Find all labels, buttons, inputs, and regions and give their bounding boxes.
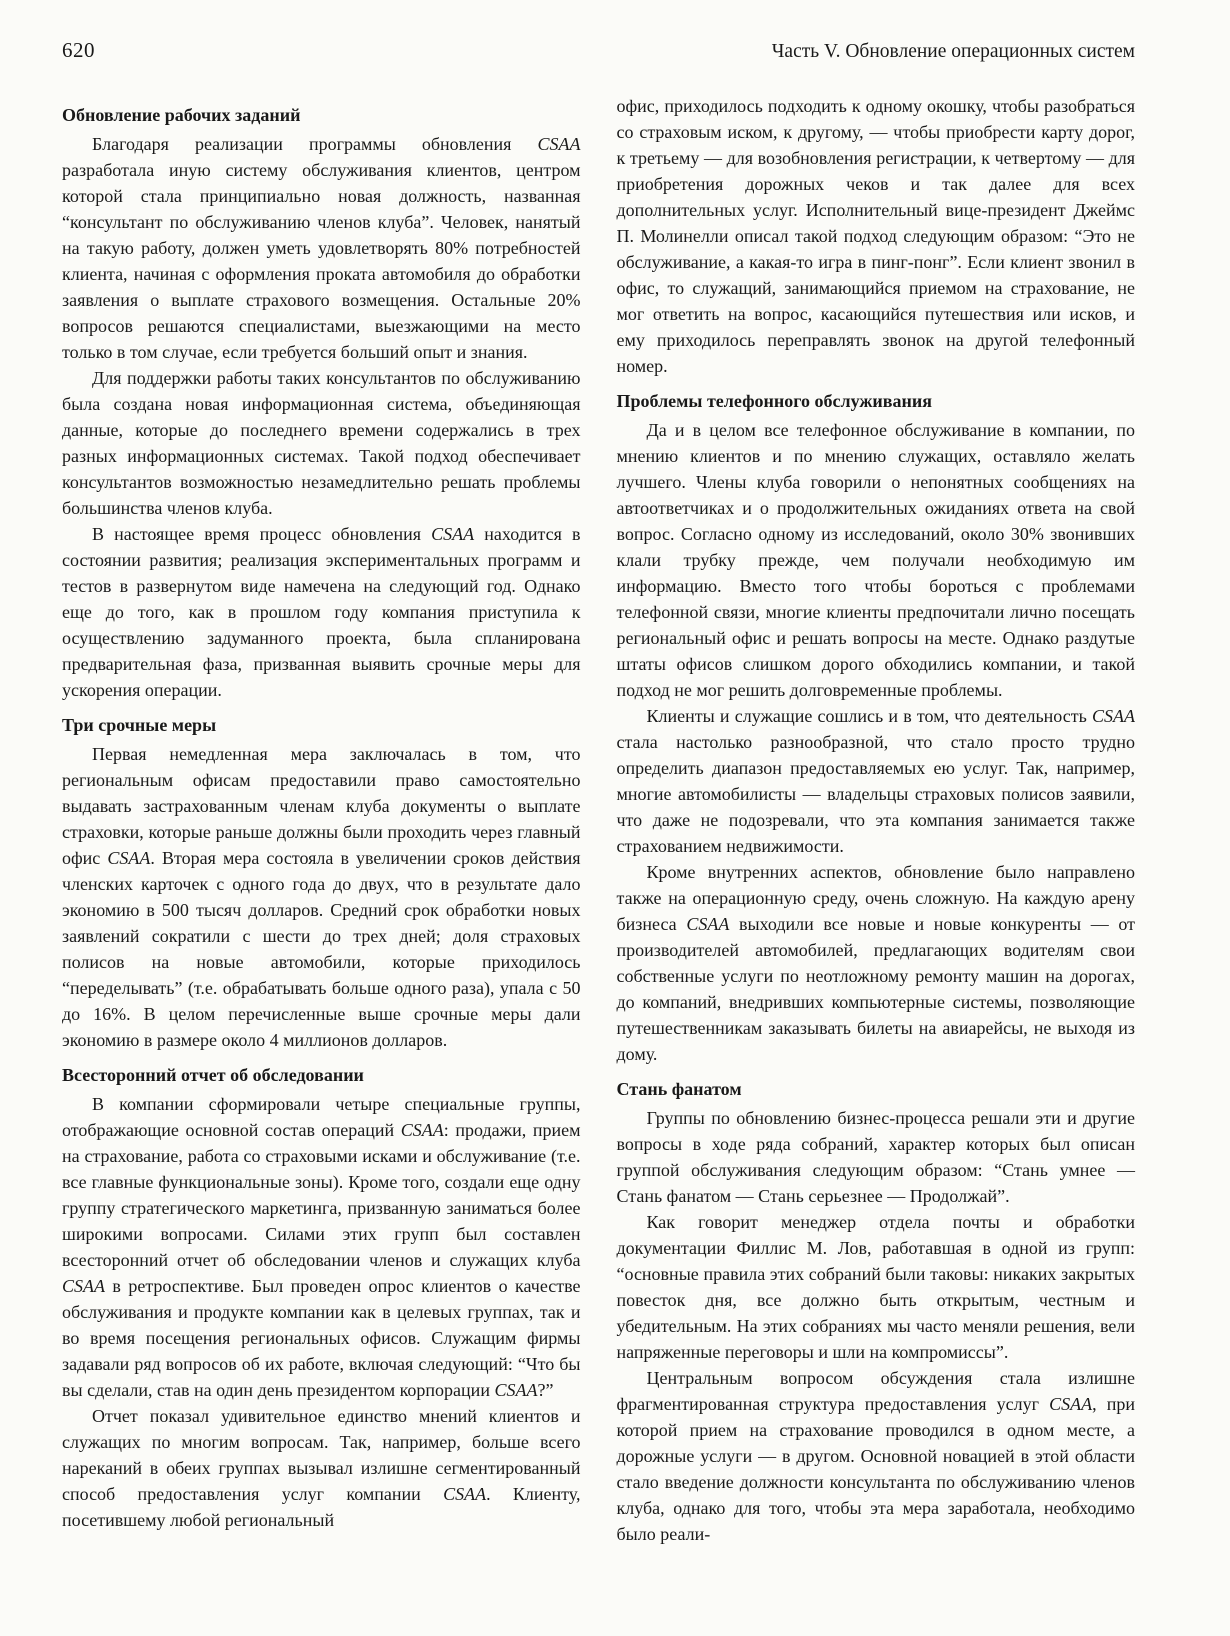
running-header: [62, 38, 1135, 63]
body-paragraph: Клиенты и служащие сошлись и в том, что деятельность CSAA стала настолько разнообразной, что стало просто трудно определить диапазон предоставляемых ею услуг. Так, например, многие автомобилисты — владельцы страховых полисов заявили, что даже не подозревали, что эта компания занимается также страхованием недвижимости.: [616, 706, 1135, 856]
right-column: [617, 93, 1136, 1547]
body-paragraph: Группы по обновлению бизнес-процесса решали эти и другие вопросы в ходе ряда собраний, характер которых был описан группой обслуживания следующим образом: “Стань умнее — Стань фанатом — Стань серьезнее — Продолжай”.: [616, 1108, 1135, 1206]
page-number: 620: [62, 38, 95, 62]
body-paragraph: В компании сформировали четыре специальные группы, отображающие основной состав операций CSAA: продажи, прием на страхование, работа со страховыми исками и обслуживание (т.е. все главные функциональные зоны). Кроме того, создали еще одну группу стратегического маркетинга, призванную заниматься более широкими вопросами. Силами этих групп был составлен всесторонний отчет об обследовании членов и служащих клуба CSAA в ретроспективе. Был проведен опрос клиентов о качестве обслуживания и продукте компании как в целевых группах, так и во время посещения региональных офисов. Служащим фирмы задавали ряд вопросов об их работе, включая следующий: “Что бы вы сделали, став на один день президентом корпорации CSAA?”: [62, 1094, 581, 1400]
body-paragraph: Отчет показал удивительное единство мнений клиентов и служащих по многим вопросам. Так, например, больше всего нареканий в обеих группах вызывал излишне сегментированный способ предоставления услуг компании CSAA. Клиенту, посетившему любой региональный: [62, 1406, 581, 1530]
body-paragraph: Как говорит менеджер отдела почты и обработки документации Филлис М. Лов, работавшая в одной из групп: “основные правила этих собраний были таковы: никаких закрытых повесток дня, все должно быть открытым, честным и убедительным. На этих собраниях мы часто меняли решения, вели напряженные переговоры и шли на компромиссы”.: [616, 1212, 1135, 1362]
body-paragraph: Для поддержки работы таких консультантов по обслуживанию была создана новая информационная система, объединяющая данные, которые до последнего времени содержались в трех разных информационных системах. Такой подход обеспечивает консультантов возможностью незамедлительно решать проблемы большинства членов клуба.: [62, 368, 581, 518]
body-paragraph: В настоящее время процесс обновления CSAA находится в состоянии развития; реализация экспериментальных программ и тестов в развернутом виде намечена на следующий год. Однако еще до того, как в прошлом году компания приступила к осуществлению задуманного проекта, была спланирована предварительная фаза, призванная выявить срочные меры для ускорения операции.: [62, 524, 581, 700]
body-paragraph: Центральным вопросом обсуждения стала излишне фрагментированная структура предоставления услуг CSAA, при которой прием на страхование проводился в одном месте, а дорожные услуги — в другом. Основной новацией в этой области стало введение должности консультанта по обслуживанию членов клуба, однако для того, чтобы эта мера заработала, необходимо было реали-: [616, 1368, 1136, 1544]
section-heading: Стань фанатом: [616, 1079, 742, 1099]
left-column: [62, 93, 581, 1547]
section-heading: Проблемы телефонного обслуживания: [616, 391, 933, 411]
section-heading: Обновление рабочих заданий: [62, 105, 301, 125]
body-paragraph: офис, приходилось подходить к одному окошку, чтобы разобраться со страховым иском, к другому, — чтобы приобрести карту дорог, к третьему — для возобновления регистрации, к четвертому — для приобретения дорожных чеков и так далее для всех дополнительных услуг. Исполнительный вице-президент Джеймс П. Молинелли описал такой подход следующим образом: “Это не обслуживание, а какая-то игра в пинг-понг”. Если клиент звонил в офис, то служащий, занимающийся приемом на страхование, не мог ответить на вопрос, касающийся путешествия или исков, и ему приходилось переправлять звонок на другой телефонный номер.: [616, 96, 1135, 376]
body-paragraph: Кроме внутренних аспектов, обновление было направлено также на операционную среду, очень сложную. На каждую арену бизнеса CSAA выходили все новые и новые конкуренты — от производителей автомобилей, предлагающих водителям свои собственные услуги по неотложному ремонту машин на дорогах, до компаний, внедривших компьютерные системы, позволяющие путешественникам заказывать билеты на авиарейсы, не выходя из дому.: [616, 862, 1135, 1064]
chapter-title: Часть V. Обновление операционных систем: [771, 41, 1135, 62]
section-heading: Всесторонний отчет об обследовании: [62, 1065, 364, 1085]
body-paragraph: Благодаря реализации программы обновления CSAA разработала иную систему обслуживания клиентов, центром которой стала принципиально новая должность, названная “консультант по обслуживанию членов клуба”. Человек, нанятый на такую работу, должен уметь удовлетворять 80% потребностей клиента, начиная с оформления проката автомобиля до обработки заявления о выплате страхового возмещения. Остальные 20% вопросов решаются специалистами, выезжающими на место только в том случае, если требуется больший опыт и знания.: [62, 134, 581, 362]
section-heading: Три срочные меры: [62, 715, 217, 735]
body-paragraph: Да и в целом все телефонное обслуживание в компании, по мнению клиентов и по мнению служащих, оставляло желать лучшего. Члены клуба говорили о непонятных сообщениях на автоответчиках и о продолжительных ожиданиях ответа на свой вопрос. Согласно одному из исследований, около 30% звонивших клали трубку прежде, чем получали необходимую им информацию. Вместо того чтобы бороться с проблемами телефонной связи, многие клиенты предпочитали лично посещать региональный офис и решать вопросы на месте. Однако раздутые штаты офисов слишком дорого обходились компании, и такой подход не мог решить долговременные проблемы.: [616, 420, 1135, 700]
body-paragraph: Первая немедленная мера заключалась в том, что региональным офисам предоставили право самостоятельно выдавать застрахованным членам клуба документы о выплате страховки, которые раньше должны были проходить через главный офис CSAA. Вторая мера состояла в увеличении сроков действия членских карточек с одного года до двух, что в результате дало экономию в 500 тысяч долларов. Средний срок обработки новых заявлений сократили с шести до трех дней; доля страховых полисов на новые автомобили, которые приходилось “переделывать” (т.е. обрабатывать больше одного раза), упала с 50 до 16%. В целом перечисленные выше срочные меры дали экономию в размере около 4 миллионов долларов.: [62, 744, 581, 1050]
two-column-text-body: [62, 93, 1135, 1547]
